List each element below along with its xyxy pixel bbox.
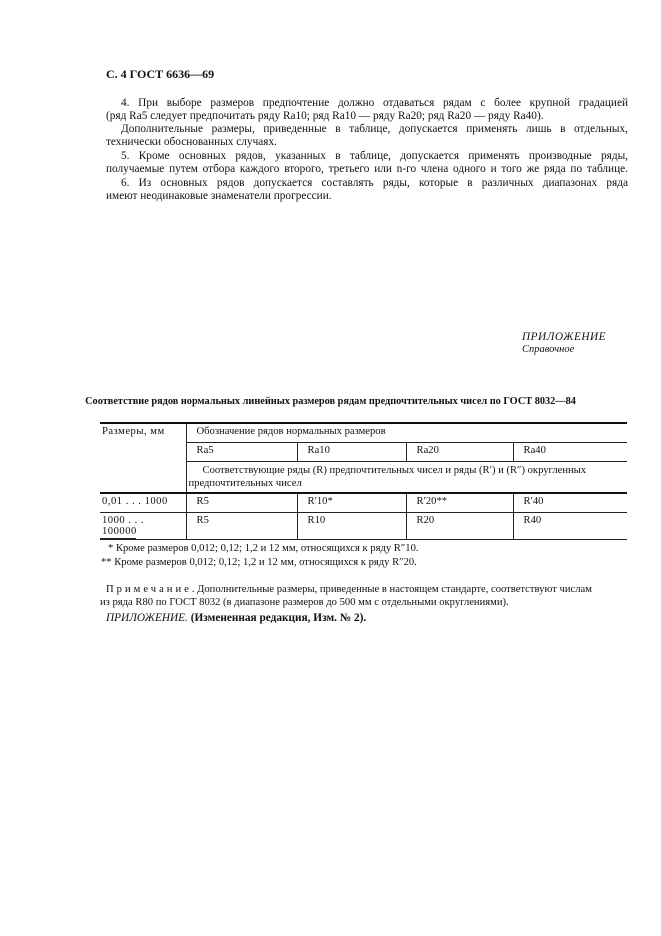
- paragraph-5-line2: получаемые путем отбора каждого второго, третьего или n-го члена одного и того же ряда по таблице.: [106, 163, 628, 175]
- footnote-2: ** Кроме размеров 0,012; 0,12; 1,2 и 12 мм, относящихся к ряду R″20.: [101, 557, 417, 568]
- paragraph-6-line1: 6. Из основных рядов допускается составлять ряды, которые в различных диапазонах ряда: [121, 177, 628, 189]
- col-header-sizes: Размеры, мм: [100, 423, 186, 493]
- note-line2: из ряда R80 по ГОСТ 8032 (в диапазоне размеров до 500 мм с отдельными округлениями).: [100, 597, 509, 608]
- group-header: Обозначение рядов нормальных размеров: [186, 423, 627, 443]
- value-cell: R40: [513, 513, 627, 540]
- paragraph-4-line2: (ряд Ra5 следует предпочитать ряду Ra10; ряд Ra10 — ряду Ra20; ряд Ra20 — ряду Ra40).: [106, 110, 544, 122]
- amendment-label: ПРИЛОЖЕНИЕ.: [106, 612, 188, 624]
- table-title: Соответствие рядов нормальных линейных размеров рядам предпочтительных чисел по ГОСТ 8032—84: [85, 396, 576, 407]
- appendix-label: ПРИЛОЖЕНИЕ: [522, 331, 607, 343]
- paragraph-4-line1: 4. При выборе размеров предпочтение должно отдаваться рядам с более крупной градацией: [121, 97, 628, 109]
- value-cell: R5: [186, 513, 297, 540]
- value-cell: R′10*: [297, 493, 406, 513]
- series-header: Ra20: [406, 443, 513, 462]
- series-header: Ra10: [297, 443, 406, 462]
- series-header: Ra5: [186, 443, 297, 462]
- paragraph-4b-line2: технически обоснованных случаях.: [106, 136, 277, 148]
- range-cell: 1000 . . . 100000: [100, 513, 186, 540]
- footnote-1: * Кроме размеров 0,012; 0,12; 1,2 и 12 мм, относящихся к ряду R″10.: [108, 543, 419, 554]
- note-label: Примечание: [106, 584, 192, 595]
- amendment-text: (Измененная редакция, Изм. № 2).: [190, 612, 367, 624]
- note-text: . Дополнительные размеры, приведенные в настоящем стандарте, соответствуют числам: [191, 584, 592, 595]
- sub-header: Соответствующие ряды (R) предпочтительных чисел и ряды (R′) и (R″) округленных предпочтительных чисел: [186, 462, 627, 494]
- appendix-type: Справочное: [522, 344, 575, 355]
- correspondence-table: [100, 422, 627, 540]
- value-cell: R′40: [513, 493, 627, 513]
- paragraph-6-line2: имеют неодинаковые знаменатели прогрессии.: [106, 190, 332, 202]
- table-row: [100, 493, 627, 513]
- value-cell: R5: [186, 493, 297, 513]
- paragraph-4b-line1: Дополнительные размеры, приведенные в таблице, допускается применять лишь в отдельных,: [121, 123, 628, 135]
- range-cell: 0,01 . . . 1000: [100, 493, 186, 513]
- table-row: [100, 513, 627, 540]
- value-cell: R20: [406, 513, 513, 540]
- series-header: Ra40: [513, 443, 627, 462]
- value-cell: R′20**: [406, 493, 513, 513]
- footnote-divider: [100, 538, 136, 539]
- note-line1: [106, 584, 627, 595]
- amendment-line: [106, 612, 366, 624]
- page-header: С. 4 ГОСТ 6636—69: [106, 67, 215, 81]
- paragraph-5-line1: 5. Кроме основных рядов, указанных в таблице, допускается применять производные ряды,: [121, 150, 628, 162]
- value-cell: R10: [297, 513, 406, 540]
